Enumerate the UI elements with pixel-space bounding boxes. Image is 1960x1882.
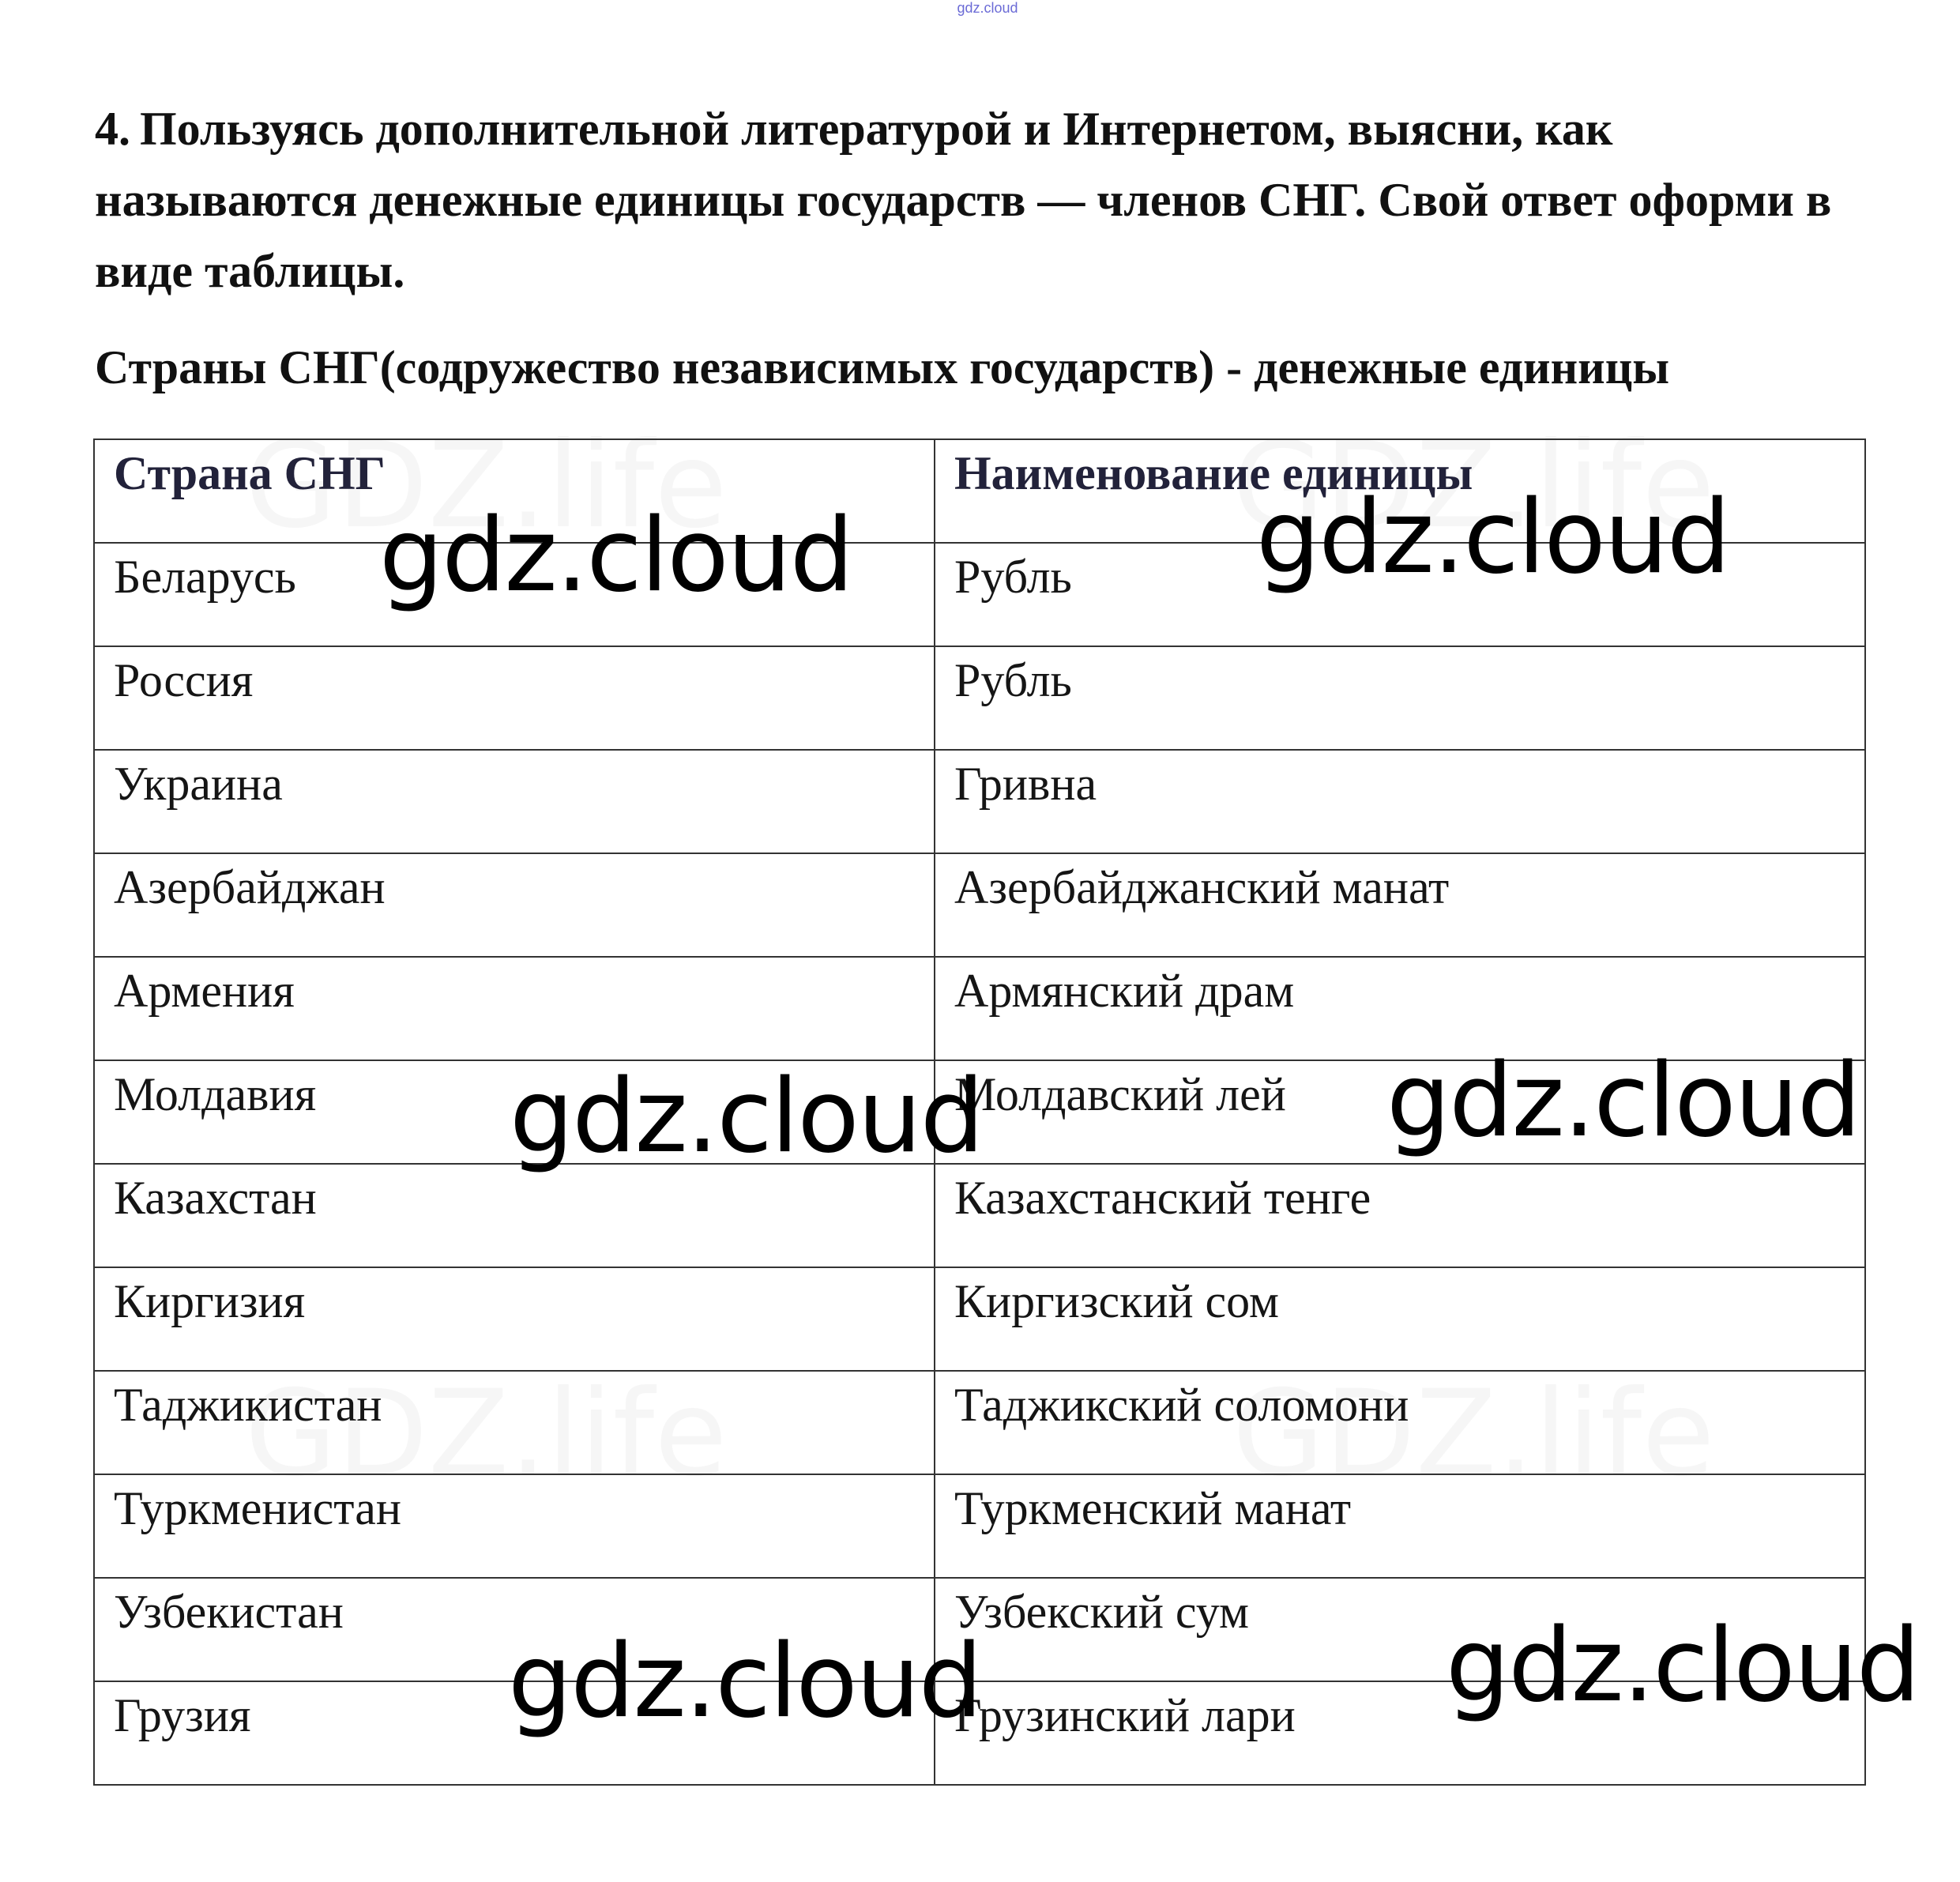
table-row (94, 750, 1865, 853)
currency-cell: Казахстанский тенге (935, 1164, 1865, 1267)
currency-cell: Рубль (935, 646, 1865, 750)
table-row (94, 1060, 1865, 1164)
watermark-2: gdz.cloud (1256, 479, 1729, 597)
country-cell: Казахстан (94, 1164, 935, 1267)
table-row (94, 543, 1865, 646)
currency-cell: Армянский драм (935, 957, 1865, 1060)
country-cell: Армения (94, 957, 935, 1060)
currency-cell: Грузинский лари (935, 1681, 1865, 1785)
table-header-row (94, 439, 1865, 543)
table-row (94, 1578, 1865, 1681)
currency-cell: Азербайджанский манат (935, 853, 1865, 957)
currency-table (93, 439, 1866, 1786)
watermark-4: gdz.cloud (1386, 1042, 1860, 1160)
country-cell: Узбекистан (94, 1578, 935, 1681)
currency-cell: Киргизский сом (935, 1267, 1865, 1371)
currency-cell: Молдавский лей (935, 1060, 1865, 1164)
table-row (94, 1371, 1865, 1474)
table-row (94, 1267, 1865, 1371)
table-row (94, 1474, 1865, 1578)
country-cell: Азербайджан (94, 853, 935, 957)
country-cell: Туркменистан (94, 1474, 935, 1578)
country-cell: Таджикистан (94, 1371, 935, 1474)
watermark-5: gdz.cloud (508, 1623, 981, 1741)
country-cell: Грузия (94, 1681, 935, 1785)
column-header-currency: Наименование единицы (935, 439, 1865, 543)
currency-cell: Гривна (935, 750, 1865, 853)
country-cell: Молдавия (94, 1060, 935, 1164)
header-watermark: gdz.cloud (957, 0, 1018, 16)
table-row (94, 1164, 1865, 1267)
country-cell: Россия (94, 646, 935, 750)
currency-cell: Таджикский соломони (935, 1371, 1865, 1474)
country-cell: Украина (94, 750, 935, 853)
currency-cell: Туркменский манат (935, 1474, 1865, 1578)
country-cell: Киргизия (94, 1267, 935, 1371)
currency-cell: Рубль (935, 543, 1865, 646)
country-cell: Беларусь (94, 543, 935, 646)
table-row (94, 646, 1865, 750)
watermark-3: gdz.cloud (510, 1058, 983, 1176)
table-row (94, 957, 1865, 1060)
watermark-6: gdz.cloud (1446, 1607, 1919, 1725)
currency-cell: Узбекский сум (935, 1578, 1865, 1681)
table-caption: Страны СНГ(содружество независимых государств) - денежные единицы (95, 341, 1670, 393)
table-row (94, 1681, 1865, 1785)
watermark-1: gdz.cloud (379, 497, 852, 615)
task-number: 4. (95, 103, 130, 155)
table-row (94, 853, 1865, 957)
task-description: Пользуясь дополнительной литературой и Интернетом, выясни, как называются денежные единицы государств — членов СНГ. Свой ответ оформи в виде таблицы. (95, 103, 1832, 297)
column-header-country: Страна СНГ (94, 439, 935, 543)
task-text (95, 93, 1880, 307)
